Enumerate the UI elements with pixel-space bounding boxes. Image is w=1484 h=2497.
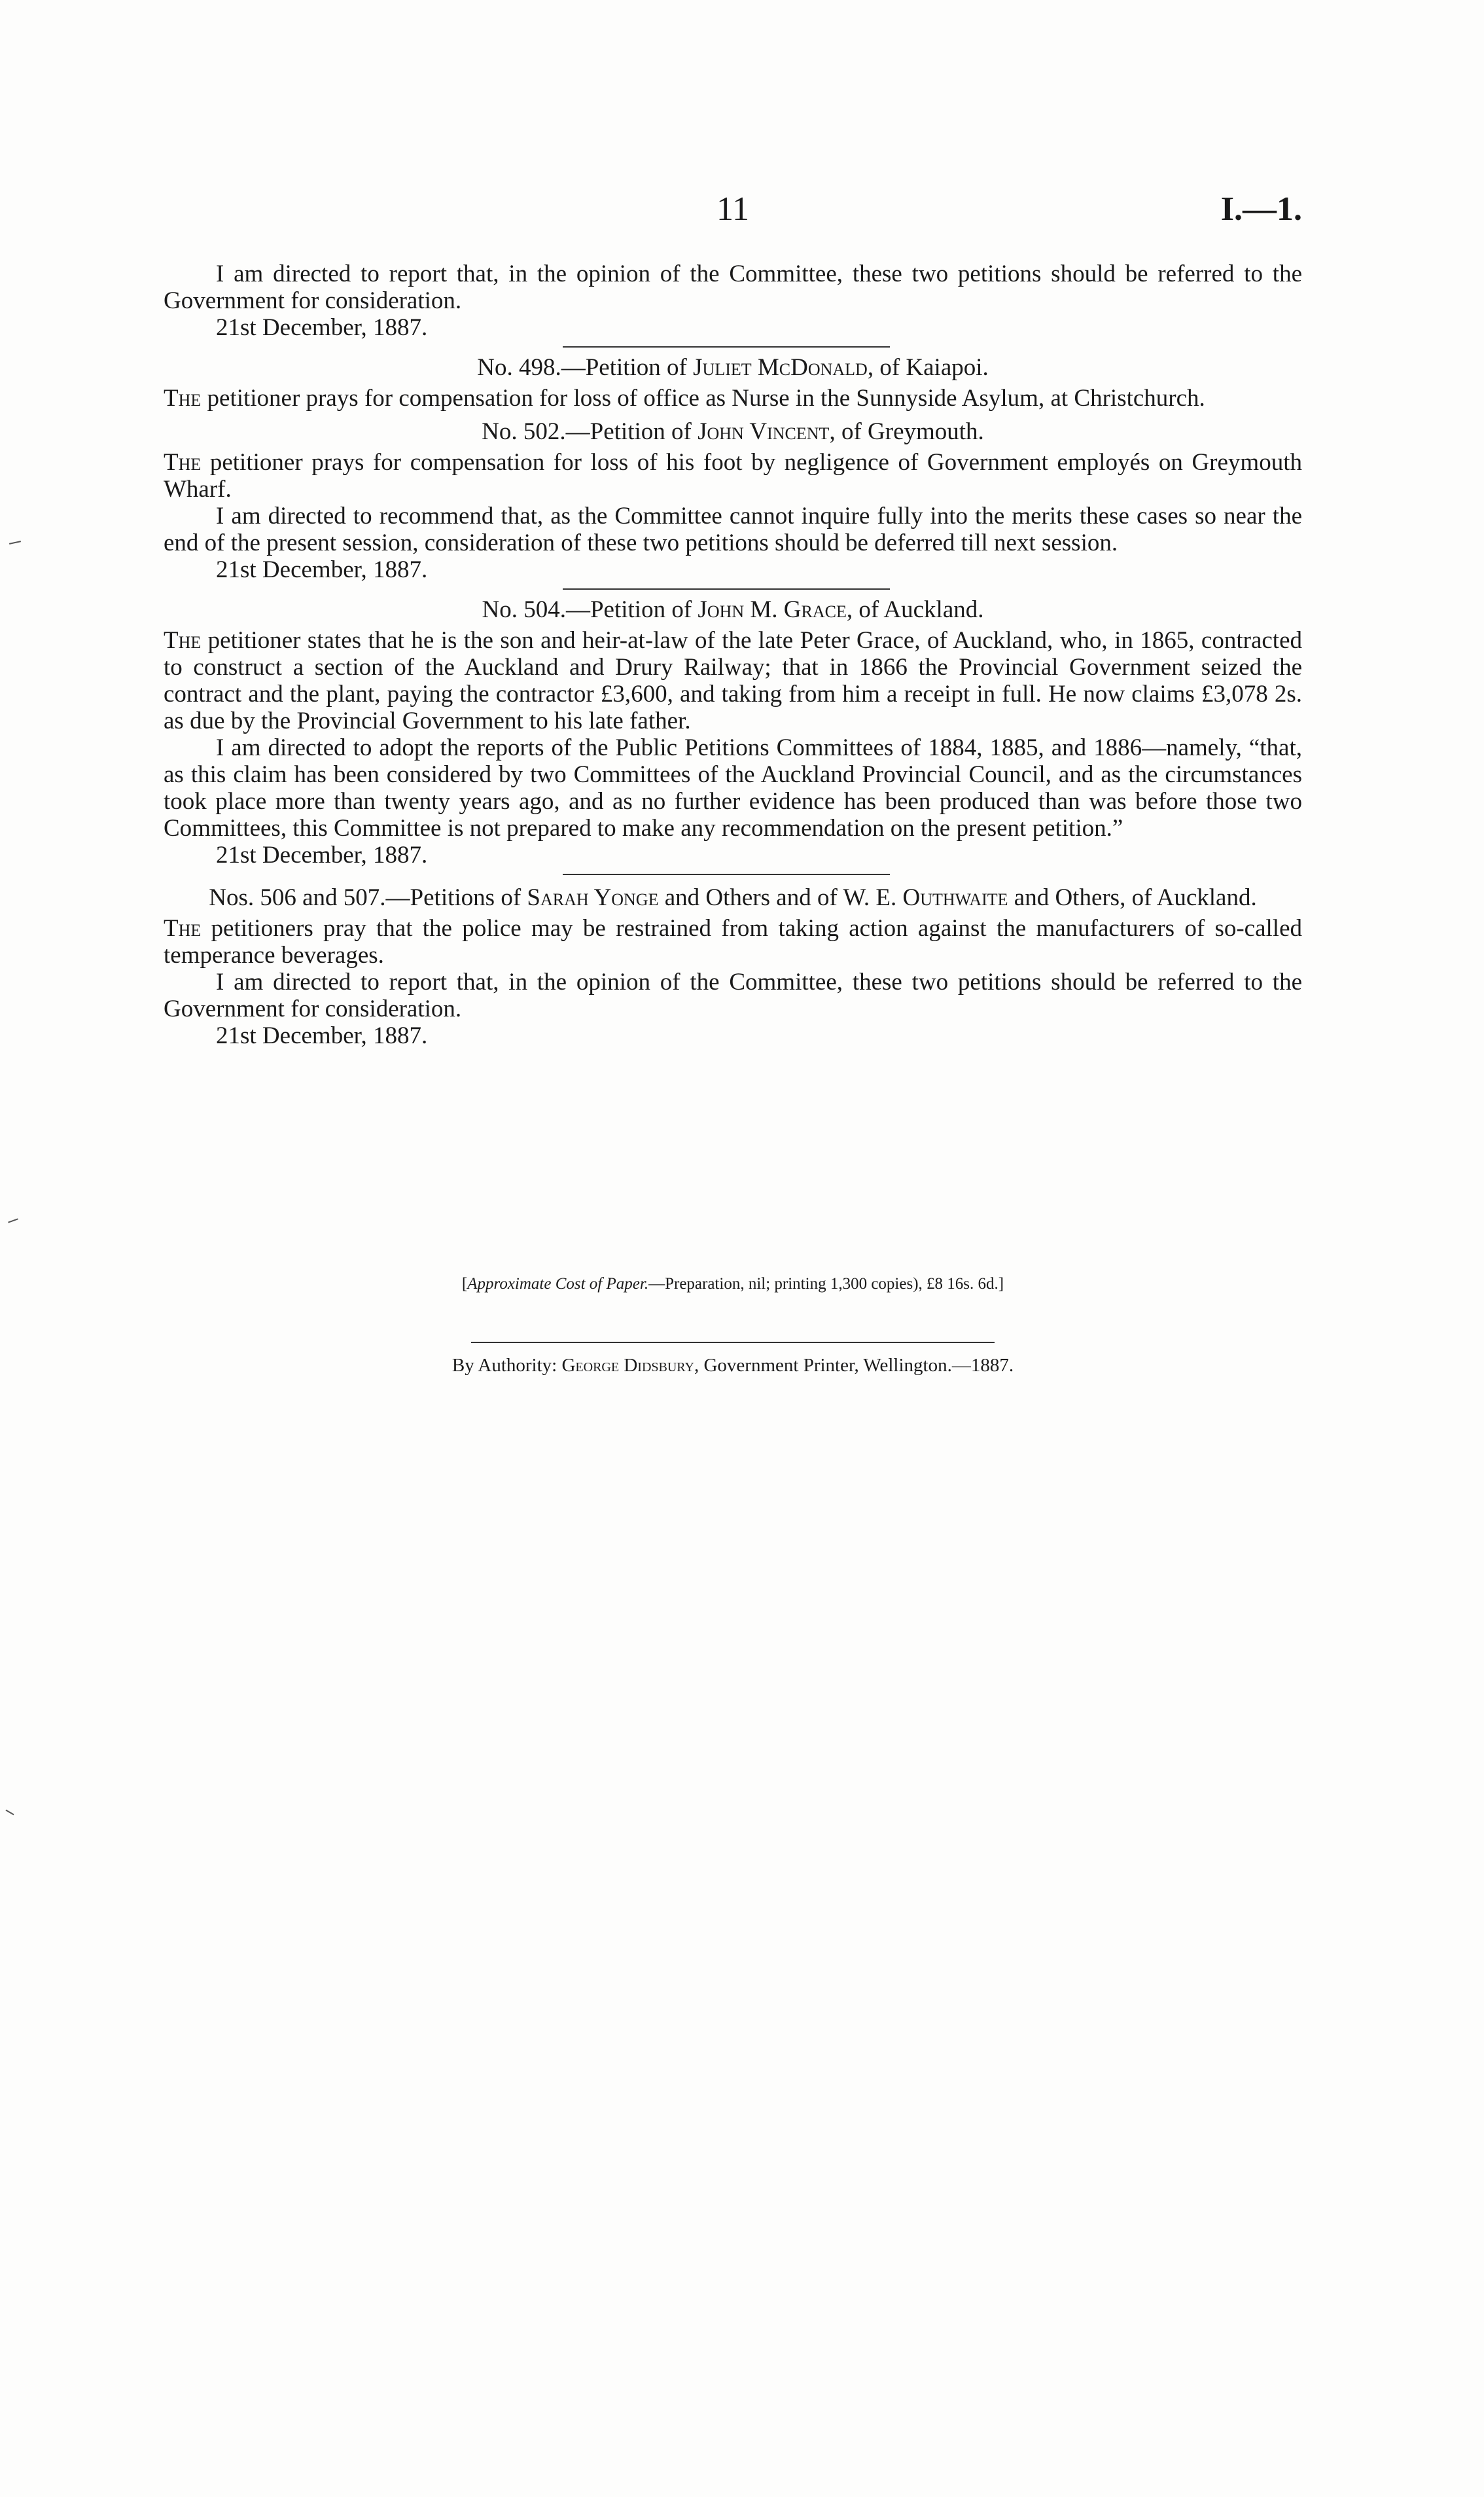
printer-imprint (164, 1355, 1302, 1376)
petition-summary (164, 915, 1302, 969)
cost-label: Approximate Cost of Paper. (467, 1275, 649, 1293)
heading-prefix: No. 504.—Petition of (482, 596, 698, 623)
report-date: 21st December, 1887. (216, 1022, 428, 1049)
heading-suffix: and Others, of Auckland. (1008, 884, 1257, 911)
page-number: 11 (716, 190, 750, 228)
petitioner-name: Juliet McDonald (693, 354, 868, 381)
report-date: 21st December, 1887. (216, 556, 428, 583)
petition-heading (164, 418, 1302, 445)
petitioner-name: John M. Grace (698, 596, 847, 623)
section-divider (563, 588, 890, 590)
scan-mark (5, 1810, 14, 1816)
petition-heading (164, 354, 1302, 381)
cost-of-paper-note (164, 1275, 1302, 1293)
heading-suffix: , of Kaiapoi. (867, 354, 989, 381)
committee-adoption-paragraph: I am directed to adopt the reports of the Public Petitions Committees of 1884, 1885, and 1886—namely, “that, as this claim has been considered by two Committees of the Auckland Provincial Council, and as the circumstances took place more than twenty years ago, and as no further evidence has been produced than was before those two Committees, this Committee is not prepared to make any recommendation on the present petition.” (164, 734, 1302, 842)
scan-mark (8, 1218, 18, 1223)
heading-suffix: , of Greymouth. (829, 418, 984, 445)
committee-recommendation-paragraph: I am directed to recommend that, as the Committee cannot inquire fully into the merits these cases so near the end of the present session, consideration of these two petitions should be deferred till next session. (164, 503, 1302, 556)
lead-word: The (164, 385, 202, 412)
petition-text: petitioner states that he is the son and heir-at-law of the late Peter Grace, of Auckland, who, in 1865, contracted to construct a section of the Auckland and Drury Railway; that in 1866 the Provincial Government seized the contract and the plant, paying the contractor £3,600, and taking from him a receipt in full. He now claims £3,078 2s. as due by the Provincial Government to his late father. (164, 627, 1302, 734)
imprint-prefix: By Authority: (451, 1355, 562, 1376)
printer-name: George Didsbury (561, 1355, 694, 1376)
petition-summary (164, 627, 1302, 734)
scan-mark (9, 541, 21, 545)
petition-summary (164, 385, 1302, 412)
section-divider (563, 874, 890, 875)
paper-reference: I.—1. (1220, 190, 1302, 228)
imprint-suffix: , Government Printer, Wellington.—1887. (694, 1355, 1014, 1376)
heading-middle: and Others and of W. E. (658, 884, 903, 911)
lead-word: The (164, 627, 202, 654)
petition-text: petitioners pray that the police may be restrained from taking action against the manufacturers of so-called temperance beverages. (164, 915, 1302, 969)
report-date: 21st December, 1887. (216, 842, 428, 869)
cost-text: —Preparation, nil; printing 1,300 copies), £8 16s. 6d.] (648, 1275, 1004, 1293)
imprint-divider (471, 1342, 995, 1343)
committee-report-paragraph: I am directed to report that, in the opinion of the Committee, these two petitions should be referred to the Government for consideration. (164, 969, 1302, 1022)
lead-word: The (164, 449, 202, 476)
petition-heading (164, 884, 1302, 911)
petitioner-name: John Vincent (698, 418, 830, 445)
petition-text: petitioner prays for compensation for loss of office as Nurse in the Sunnyside Asylum, at Christchurch. (201, 385, 1205, 412)
heading-suffix: , of Auckland. (846, 596, 984, 623)
report-date: 21st December, 1887. (216, 314, 428, 341)
page-header (164, 190, 1302, 236)
cost-open-bracket: [ (461, 1275, 468, 1293)
section-divider (563, 346, 890, 348)
petition-heading (164, 596, 1302, 623)
lead-word: The (164, 915, 202, 942)
document-body (164, 260, 1302, 1049)
committee-report-paragraph: I am directed to report that, in the opinion of the Committee, these two petitions should be referred to the Government for consideration. (164, 260, 1302, 314)
petition-summary (164, 449, 1302, 503)
heading-prefix: Nos. 506 and 507.—Petitions of (209, 884, 527, 911)
petitioner-name: Sarah Yonge (527, 884, 659, 911)
petition-text: petitioner prays for compensation for loss of his foot by negligence of Government employés on Greymouth Wharf. (164, 449, 1302, 503)
heading-prefix: No. 498.—Petition of (477, 354, 694, 381)
petitioner-name: Outhwaite (902, 884, 1008, 911)
heading-prefix: No. 502.—Petition of (482, 418, 698, 445)
